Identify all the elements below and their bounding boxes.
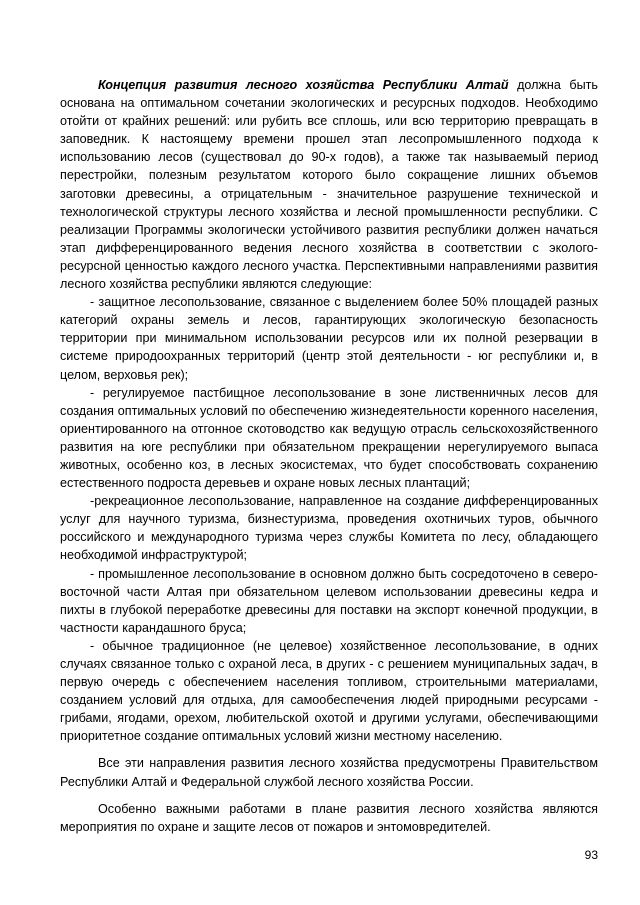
list-item-traditional: - обычное традиционное (не целевое) хозяйственное лесопользование, в одних случаях связанное только с охраной леса, в других - с решением муниципальных задач, в первую очередь с обеспечением населения топливом, строительными материалами, созданием условий для отдыха, для самообеспечения людей природными ресурсами - грибами, ягодами, орехом, любительской охотой и другими услугами, обеспечивающими приоритетное создание оптимальных условий жизни местному населению. — [60, 638, 598, 744]
intro-paragraph — [60, 76, 598, 293]
list-item-recreation: -рекреационное лесопользование, направленное на создание дифференцированных услуг для научного туризма, бизнестуризма, проведения охотничьих туров, обычного российского и международного туризма через службы Комитета по лесу, обладающего необходимой инфраструктурой; — [60, 494, 598, 563]
document-body — [60, 76, 598, 836]
concept-title: Концепция развития лесного хозяйства Республики Алтай — [98, 78, 509, 92]
closing-paragraph-2: Особенно важными работами в плане развития лесного хозяйства являются мероприятия по охране и защите лесов от пожаров и энтомовредителей. — [60, 801, 598, 834]
closing-paragraph-1: Все эти направления развития лесного хозяйства предусмотрены Правительством Республики Алтай и Федеральной службой лесного хозяйства России. — [60, 756, 598, 789]
list-item-pasture: - регулируемое пастбищное лесопользование в зоне лиственничных лесов для создания оптимальных условий по обеспечению жизнедеятельности коренного населения, ориентированного на отгонное скотоводство как ведущую отрасль сельскохозяйственного развития на юге республики при обязательном прекращении нерегулируемого выпаса животных, особенно коз, в лесных экосистемах, что будет способствовать сохранению естественного подроста деревьев и охране новых лесных плантаций; — [60, 385, 598, 491]
list-item-industrial: - промышленное лесопользование в основном должно быть сосредоточено в северо-восточной части Алтая при обязательном целевом использовании древесины кедра и пихты в глубокой переработке древесины для поставки на экспорт конечной продукции, в частности карандашного бруса; — [60, 566, 598, 635]
list-item-protective: - защитное лесопользование, связанное с выделением более 50% площадей разных категорий охраны земель и лесов, гарантирующих экологическую безопасность территории при минимальном использовании ресурсов или их полной резервации в системе природоохранных территорий (центр этой деятельности - юг республики и, в целом, верховья рек); — [60, 295, 598, 382]
page-number: 93 — [584, 848, 598, 862]
intro-text: должна быть основана на оптимальном сочетании экологических и ресурсных подходов. Необходимо отойти от крайних решений: или рубить все сплошь, или всю территорию превращать в заповедник. К настоящему времени прошел этап лесопромышленного подхода к использованию лесов (существовал до 90-х годов), а также так называемый период перестройки, полезным результатом которого было сокращение лишних объемов заготовки древесины, а отрицательным - значительное разрушение технической и технологической структуры лесного хозяйства и лесной промышленности республики. С реализации Программы экологически устойчивого развития республики должен начаться этап дифференцированного ведения лесного хозяйства в соответствии с эколого-ресурсной ценностью каждого лесного участка. Перспективными направлениями развития лесного хозяйства республики являются следующие: — [60, 78, 598, 292]
